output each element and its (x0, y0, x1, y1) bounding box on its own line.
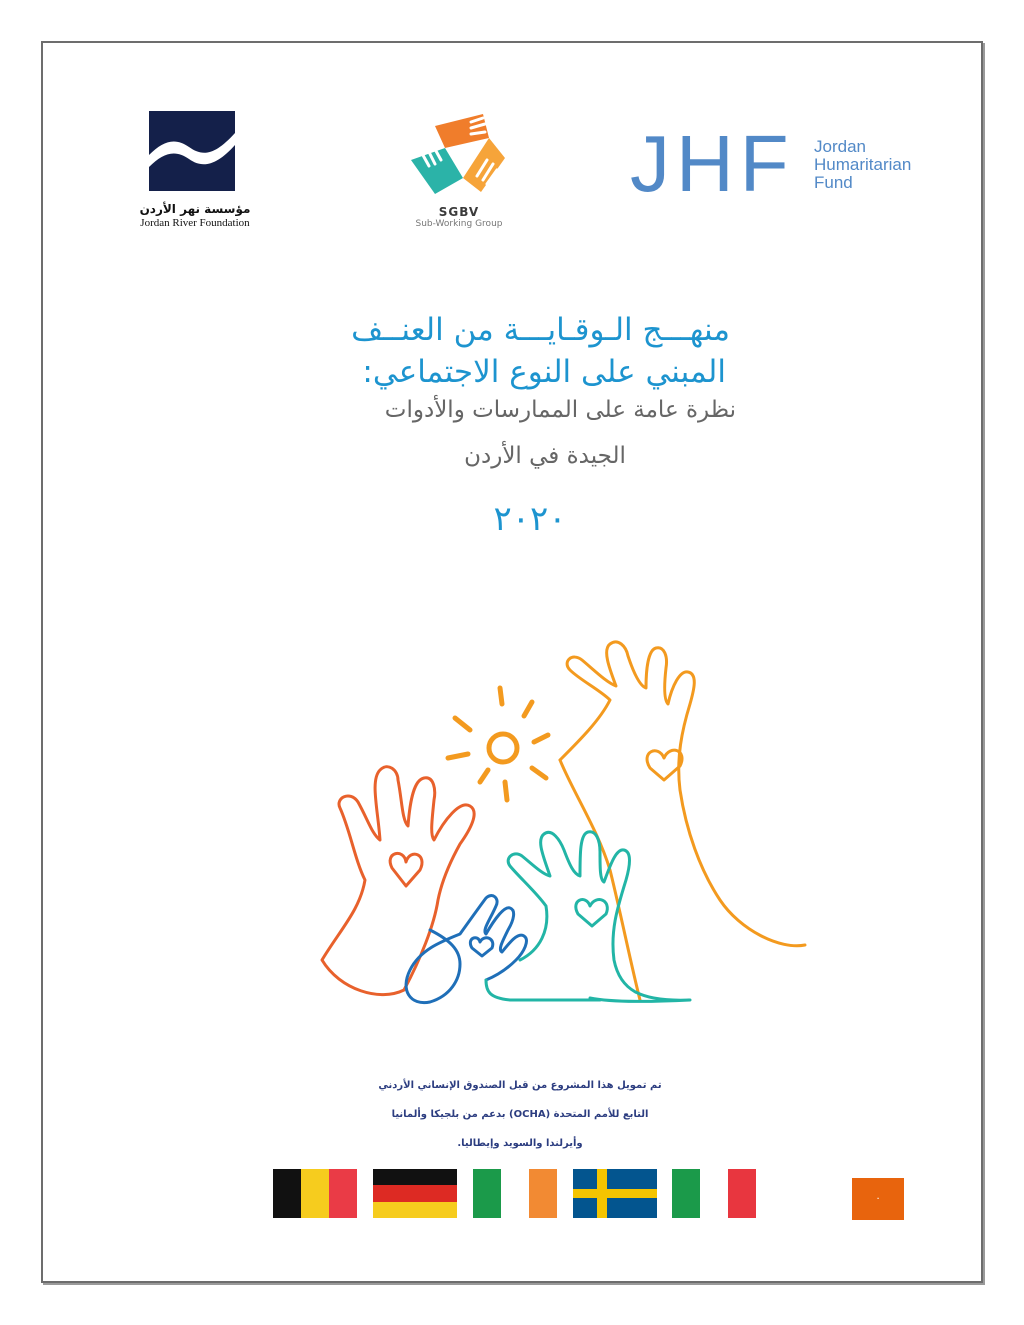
sgbv-hands-icon (405, 108, 513, 200)
jordan-river-arabic-name: مؤسسة نهر الأردن (139, 202, 251, 216)
jordan-river-english-name: Jordan River Foundation (140, 217, 250, 229)
jhf-full-name (814, 138, 911, 192)
document-title-line-2: المبني على النوع الاجتماعي: (362, 354, 726, 390)
sun-icon (448, 688, 548, 800)
sgbv-title: SGBV (438, 205, 480, 219)
wave-icon (149, 111, 235, 191)
document-year: ٢٠٢٠ (493, 499, 567, 539)
jhf-line-3: Fund (814, 173, 853, 192)
funding-statement-line-1: تم تمويل هذا المشروع من قبل الصندوق الإنساني الأردني (378, 1080, 662, 1091)
document-subtitle-line-2: الجيدة في الأردن (464, 443, 626, 469)
document-subtitle-line-1: نظرة عامة على الممارسات والأدوات (384, 397, 736, 423)
germany-flag (373, 1169, 457, 1218)
italy-flag (672, 1169, 756, 1218)
sweden-flag (573, 1169, 657, 1218)
raised-hands-illustration (310, 630, 820, 1010)
teal-hand-icon (508, 832, 690, 1002)
jhf-line-1: Jordan (814, 137, 866, 156)
jhf-logo-text: JHF (630, 119, 795, 208)
funding-statement-line-2: التابع للأمم المتحدة (OCHA) بدعم من بلجيكا وألمانيا (391, 1109, 649, 1120)
funding-statement-line-3: وأيرلندا والسويد وإيطاليا. (457, 1138, 583, 1149)
jhf-line-2: Humaritarian (814, 155, 912, 174)
ireland-flag (473, 1169, 557, 1218)
belgium-flag (273, 1169, 357, 1218)
red-hand-icon (322, 767, 474, 995)
sgbv-subtitle: Sub-Working Group (415, 219, 503, 229)
document-title-line-1: منهـــج الـوقـايـــة من العنــف (351, 312, 730, 348)
jordan-river-foundation-logo (149, 111, 235, 191)
page-marker: ٠ (852, 1178, 904, 1220)
